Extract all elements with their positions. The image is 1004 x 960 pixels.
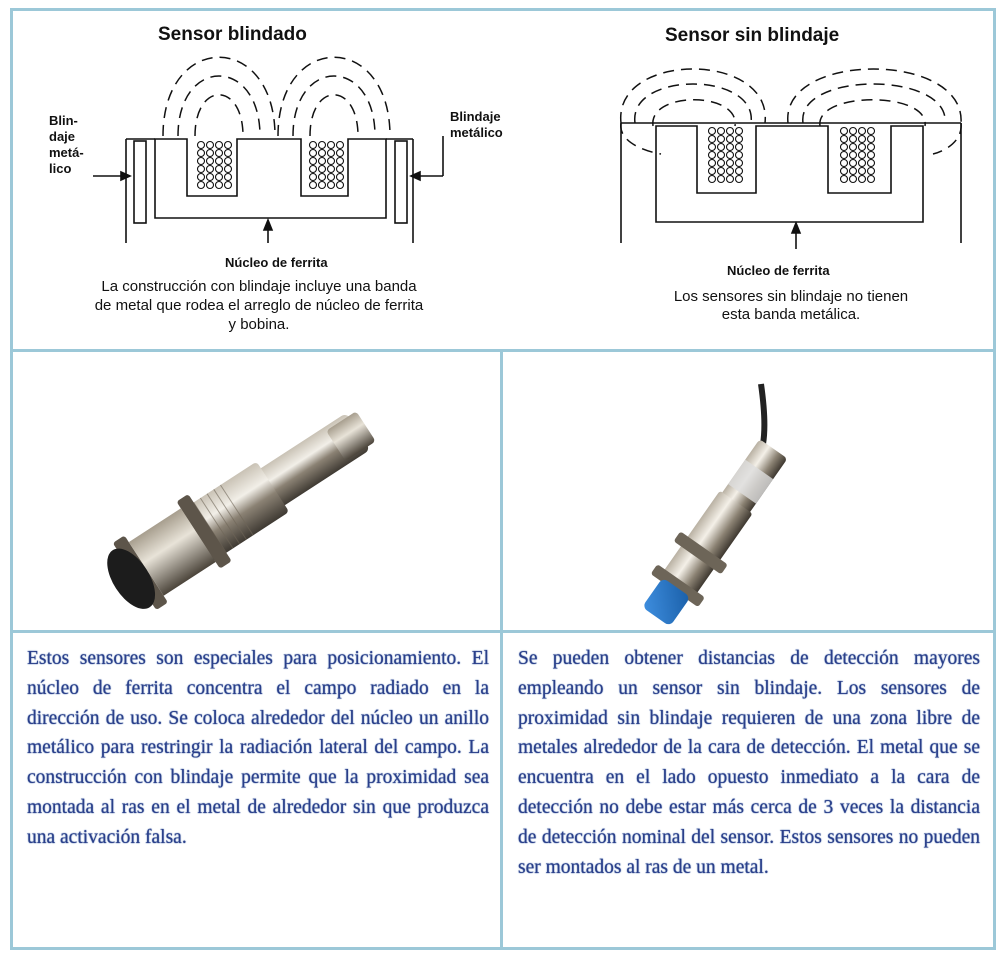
unshielded-caption-2: esta banda metálica. — [721, 306, 861, 323]
shield-label-right-2: metálico — [450, 125, 503, 140]
unshielded-ferrite-core — [656, 126, 923, 222]
shield-label-left-2: daje — [49, 129, 76, 144]
shield-label-left-3: metá- — [49, 145, 84, 160]
shielded-description: Estos sensores son especiales para posicionamiento. El núcleo de ferrita concentra el campo radiado en la dirección de uso. Se coloca alrededor del núcleo un anillo metálico para restringir la radiación lateral del campo. La construcción con blindaje permite que la proximidad sea montada al ras en el metal de alrededor sin que produzca una activación falsa. — [27, 648, 489, 848]
shielded-coils — [198, 142, 344, 189]
unshielded-core-label: Núcleo de ferrita — [727, 263, 830, 278]
shielded-caption-3: y bobina. — [228, 316, 290, 333]
unshielded-field-lines — [621, 69, 961, 154]
unshielded-sensor-photo — [503, 352, 993, 630]
unshielded-coils — [709, 128, 875, 183]
shielded-diagram — [49, 24, 503, 333]
shielded-title: Sensor blindado — [158, 24, 307, 45]
shield-band-left — [134, 141, 146, 223]
shield-label-left-4: lico — [49, 161, 72, 176]
sensor-diagrams — [13, 11, 993, 349]
shield-band-right — [395, 141, 407, 223]
shield-label-left-1: Blin- — [49, 113, 78, 128]
unshielded-caption-1: Los sensores sin blindaje no tienen — [673, 288, 909, 305]
sensor-cable — [761, 384, 764, 444]
shielded-sensor-photo — [13, 352, 500, 630]
unshielded-diagram — [621, 25, 961, 323]
unshielded-title: Sensor sin blindaje — [665, 25, 840, 46]
shielded-caption-2: de metal que rodea el arreglo de núcleo de ferrita — [94, 297, 424, 314]
shielded-core-label: Núcleo de ferrita — [225, 255, 328, 270]
shielded-ferrite-core — [155, 139, 386, 218]
shielded-caption-1: La construcción con blindaje incluye una banda — [101, 278, 417, 295]
shielded-field-lines — [163, 57, 390, 136]
row-divider-bottom — [10, 630, 996, 633]
unshielded-description: Se pueden obtener distancias de detección mayores empleando un sensor sin blindaje. Los sensores de proximidad sin blindaje requieren de una zona libre de metales alrededor de la cara de detección. El metal que se encuentra en el lado opuesto inmediato a la cara de detección no debe estar más cerca de 3 veces la distancia de detección nominal del sensor. Estos sensores no pueden ser montados al ras de un metal. — [518, 648, 980, 878]
shield-label-right-1: Blindaje — [450, 109, 501, 124]
